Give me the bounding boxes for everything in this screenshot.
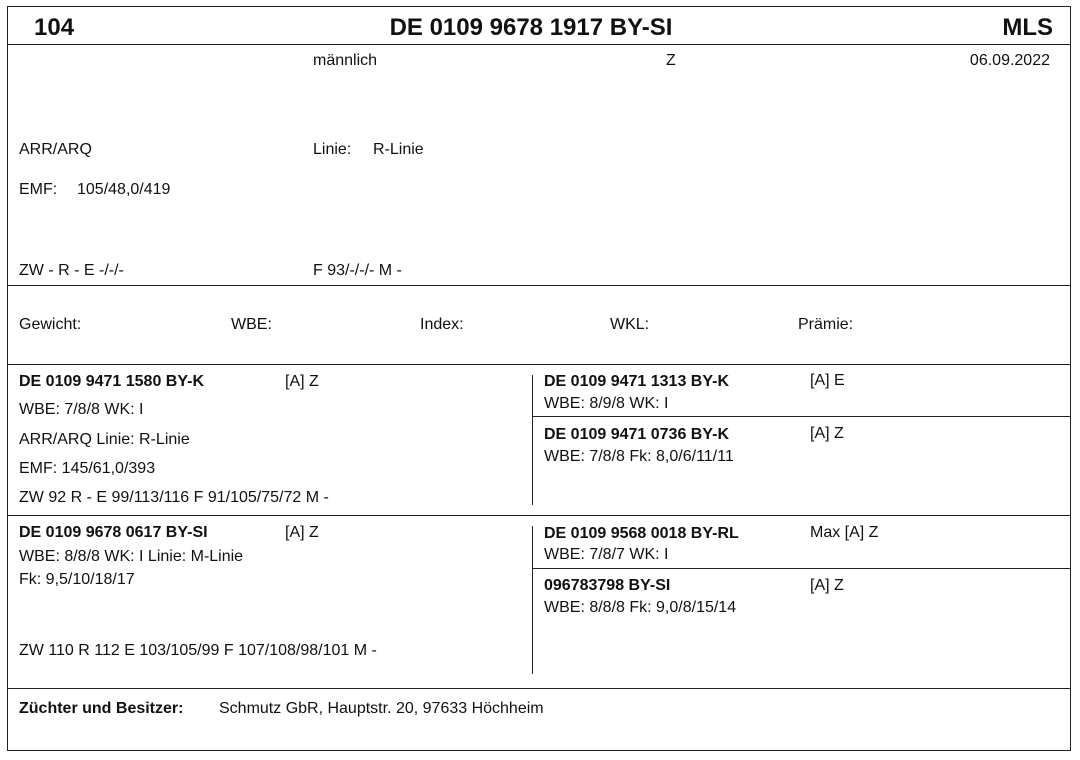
dam-dam-line-1: WBE: 8/8/8 Fk: 9,0/8/15/14 [544,599,737,616]
sire-sire-tag: [A] E [810,372,845,389]
sire-dam-ring: DE 0109 9471 0736 BY-K [544,426,730,443]
linie-value: R-Linie [373,141,424,158]
dam-grandparents-divider [533,568,1071,569]
sire-tag: [A] Z [285,373,319,390]
dam-column-divider [532,526,533,674]
gewicht-label: Gewicht: [19,316,82,333]
f-text: F 93/-/-/- M - [313,262,402,279]
wbe-label: WBE: [231,316,272,333]
zw-text: ZW - R - E -/-/- [19,262,124,279]
sire-line-4: ZW 92 R - E 99/113/116 F 91/105/75/72 M - [19,489,329,506]
sire-line-1: WBE: 7/8/8 WK: I [19,401,144,418]
sire-line-3: EMF: 145/61,0/393 [19,460,156,477]
dam-dam-tag: [A] Z [810,577,844,594]
sire-dam-tag: [A] Z [810,425,844,442]
breed-code: MLS [1002,14,1053,41]
dam-ring: DE 0109 9678 0617 BY-SI [19,524,208,541]
breeder-label: Züchter und Besitzer: [19,700,184,717]
date-text: 06.09.2022 [969,52,1050,69]
emf-value: 105/48,0/419 [77,181,171,198]
z-text: Z [666,52,676,69]
dam-tag: [A] Z [285,524,319,541]
sire-dam-line-1: WBE: 7/8/8 Fk: 8,0/6/11/11 [544,448,734,465]
sire-line-2: ARR/ARQ Linie: R-Linie [19,431,190,448]
info-divider [7,285,1071,286]
sex-text: männlich [313,52,378,69]
dam-line-2: Fk: 9,5/10/18/17 [19,571,135,588]
dam-sire-line-1: WBE: 7/8/7 WK: I [544,546,669,563]
dam-sire-ring: DE 0109 9568 0018 BY-RL [544,525,739,542]
breeder-value: Schmutz GbR, Hauptstr. 20, 97633 Höchheim [219,700,544,717]
sire-column-divider [532,375,533,505]
dam-dam-ring: 096783798 BY-SI [544,577,671,594]
sire-sire-line-1: WBE: 8/9/8 WK: I [544,395,669,412]
dam-line-1: WBE: 8/8/8 WK: I Linie: M-Linie [19,548,244,565]
sire-grandparents-divider [533,416,1071,417]
index-label: Index: [420,316,464,333]
parents-divider [7,515,1071,516]
dam-sire-tag: Max [A] Z [810,524,879,541]
sire-ring: DE 0109 9471 1580 BY-K [19,373,205,390]
eval-divider [7,364,1071,365]
dam-line-3: ZW 110 R 112 E 103/105/99 F 107/108/98/101 M - [19,642,377,659]
sire-sire-ring: DE 0109 9471 1313 BY-K [544,373,730,390]
emf-label: EMF: [19,181,58,198]
wkl-label: WKL: [610,316,650,333]
linie-label: Linie: [313,141,352,158]
header-divider [7,44,1071,45]
praemie-label: Prämie: [798,316,854,333]
arr-text: ARR/ARQ [19,141,92,158]
footer-divider [7,688,1071,689]
catalog-number: 104 [34,14,75,41]
ring-number: DE 0109 9678 1917 BY-SI [389,14,673,41]
